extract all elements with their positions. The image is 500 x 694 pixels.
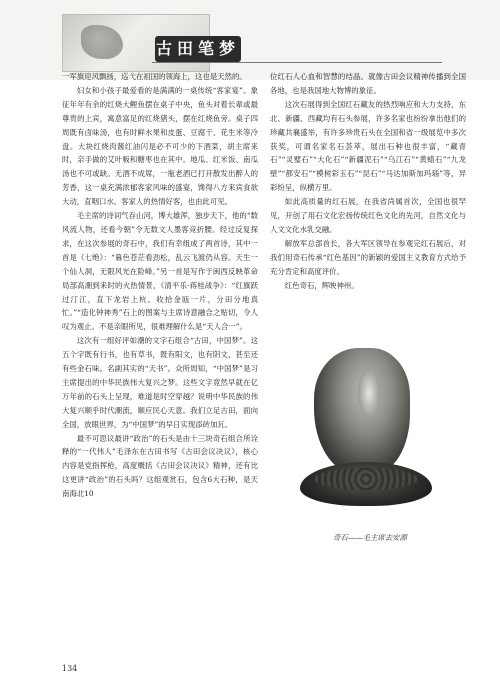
paragraph: 最不可思议最讲“政治”的石头是由十三块奇石组合所诠释的“一代伟人”毛泽东在古田书写《古田会议决议》，核心内容是党指挥枪，高度概括《古田会议决议》精神，还有比这更讲“政治”的石头吗？这组观赏石，包含6大石种，是天南海北10 <box>62 433 258 499</box>
page-number: 134 <box>62 664 78 673</box>
section-title: 古田笔梦 <box>155 36 241 62</box>
paragraph: 毛主席的诗词气吞山河，博大雄浑，独步天下，他的“数风流人物，还看今朝”令无数文人墨客竞折腰。经过反复探求，在这次参展的奇石中，我们有幸组成了两首诗，其中一首是《七绝》：“暮色苍茫看劲松，乱云飞渡仍从容。天生一个仙人洞，无限风光在险峰。”另一首是写作于闽西反映革命局部高潮到来时的火热情景，《清平乐·蒋桂战争》：“红旗跃过汀江，直下龙岩上杭。收拾金瓯一片，分田分地真忙。”“造化钟神秀”石上的图案与主席诗意融合之贴切，令人叹为观止。不是亲眼所见，很难理解什么是“天人合一”。 <box>62 211 258 332</box>
paragraph: 位红石人心血和智慧的结晶。就像古田会议精神传播到全国各地，也是我国地大物博的象征。 <box>270 72 466 95</box>
paragraph: 这次有一组好评如潮的文字石组合“古田，中国梦”。这五个字既有行书，也有草书，既有阳文，也有阴文，甚至还有些金石味。名副其实的“天书”。众所周知，“中国梦”是习主席提出的中华民族伟大复兴之梦。这些文字竟然早就在亿万年前的石头上呈现，难道是时空穿越？说明中华民族的伟大复兴顺乎时代潮流，顺应民心天意。我们立足古田，面向全国，放眼世界，为“中国梦”的早日实现添砖加瓦。 <box>62 336 258 429</box>
paragraph: 如此高质量的红石展，在我省尚属首次，全国也很罕见，开创了用石文化宏扬传统红色文化的先河，自然文化与人文文化水乳交融。 <box>270 197 466 234</box>
stone-photo <box>276 326 464 518</box>
stone-image <box>314 348 410 474</box>
left-column <box>62 70 258 501</box>
paragraph: 这次石展得到全国红石藏友的热烈响应和大力支持，东北、新疆、西藏均有石头参展，许多名家也纷纷拿出他们的珍藏共襄盛举，有许多珍贵石头在全国和省一级展览中多次获奖，可谓名家名石荟萃，展出石种也很丰富，“藏青石”“灵璧石”“大化石”“新疆泥石”“乌江石”“黄蜡石”“九龙壁”“都安石”“模树彩玉石”“昆石”“马达加斯加玛瑙”等，异彩纷呈，纵横万里。 <box>270 99 466 193</box>
paragraph: 一军旗迎风飘扬，巡弋在祖国的领海上，这也是天然的。 <box>62 72 247 81</box>
paragraph: 妇女和小孩子最爱看的是满满的一桌传统“客家宴”。象征年年有余的红烧大鲤鱼摆在桌子中央，鱼头对着长辈或最尊贵的上宾，寓意富足的红烧猪头，摆在红烧鱼旁。桌子四周既有卤味汤，也有时鲜水果和皮蛋、豆腐干、花生米等冷盘。大块红烧肉酱红油闪是必不可少的下酒菜，胡主席来时，亲手做的艾叶粄和糖枣也在其中。地瓜、红米饭、南瓜汤也不可或缺。无酒不成席，一瓶老酒已打开散发出醉人的芳香，这一桌充满浓郁客家风味的盛宴，馋得八方来宾食欲大动，直咽口水。客家人的热情好客，也由此可见。 <box>62 85 258 207</box>
paragraph: 解放军总部首长，各大军区领导在参观完红石展后，对我们用奇石传承“红色基因”的新颖的爱国主义教育方式给予充分肯定和高度评价。 <box>270 238 466 276</box>
right-column <box>270 70 466 293</box>
figure-caption: 奇石——毛主席去安源 <box>333 533 407 542</box>
paragraph: 红色奇石，辉映神州。 <box>284 280 359 290</box>
header-rule <box>152 62 442 63</box>
wooden-pedestal-image <box>300 462 432 506</box>
